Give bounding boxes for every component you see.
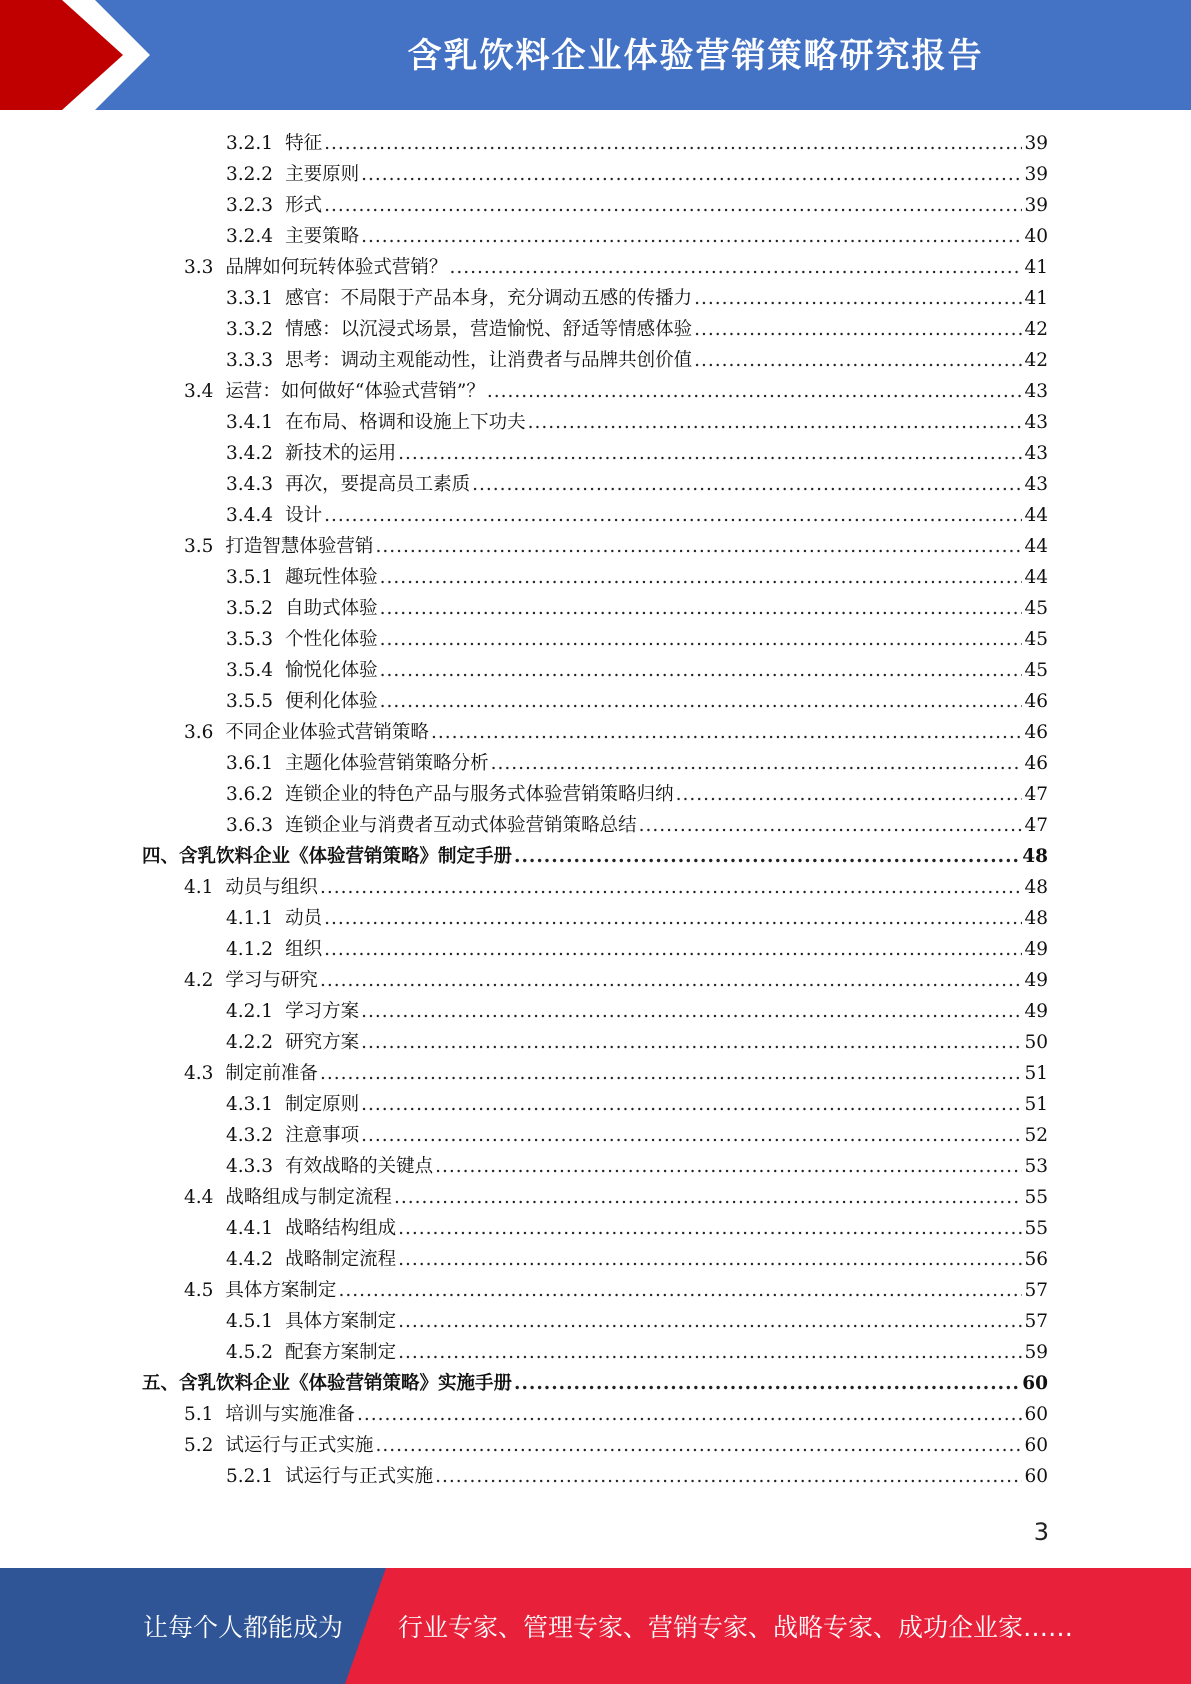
- toc-entry[interactable]: [226, 903, 1048, 934]
- toc-entry[interactable]: [226, 1244, 1048, 1275]
- toc-entry-number: 3.4.3: [226, 474, 274, 495]
- toc-leader-dots: [380, 593, 1023, 624]
- toc-entry-number: 3.2.1: [226, 133, 274, 154]
- toc-entry-title: 个性化体验: [285, 629, 378, 650]
- toc-leader-dots: [324, 934, 1022, 965]
- toc-leader-dots: [472, 469, 1022, 500]
- toc-entry-number: 3.5.3: [226, 629, 274, 650]
- toc-leader-dots: [338, 1275, 1022, 1306]
- toc-entry-title: 形式: [285, 195, 323, 216]
- toc-entry-number: 3.3: [184, 257, 214, 278]
- toc-entry-number: 4.2.2: [226, 1032, 274, 1053]
- toc-entry-page: 60: [1024, 1435, 1048, 1456]
- toc-entry-page: 43: [1024, 443, 1048, 464]
- toc-entry-gap: [213, 872, 225, 903]
- toc-entry-gap: [273, 903, 285, 934]
- toc-entry-number: 3.5.5: [226, 691, 274, 712]
- toc-entry-page: 43: [1024, 381, 1048, 402]
- toc-leader-dots: [487, 376, 1023, 407]
- toc-entry[interactable]: [226, 500, 1048, 531]
- toc-entry-gap: [273, 562, 285, 593]
- toc-entry-title: 不同企业体验式营销策略: [225, 722, 429, 743]
- toc-entry-gap: [273, 996, 285, 1027]
- toc-leader-dots: [361, 159, 1022, 190]
- toc-entry-title: 注意事项: [285, 1125, 360, 1146]
- toc-entry-title: 试运行与正式实施: [285, 1466, 434, 1487]
- toc-entry[interactable]: [226, 345, 1048, 376]
- footer-band: [0, 1568, 1191, 1684]
- toc-entry-gap: [273, 159, 285, 190]
- toc-entry-page: 49: [1024, 939, 1048, 960]
- toc-entry[interactable]: [226, 438, 1048, 469]
- toc-entry-page: 47: [1024, 784, 1048, 805]
- toc-entry-page: 59: [1024, 1342, 1048, 1363]
- toc-entry-title: 战略结构组成: [285, 1218, 397, 1239]
- toc-entry-gap: [213, 1399, 225, 1430]
- toc-entry[interactable]: [184, 376, 1048, 407]
- toc-entry-number: 4.3: [184, 1063, 214, 1084]
- toc-entry-number: 4.5.1: [226, 1311, 274, 1332]
- toc-entry-gap: [273, 779, 285, 810]
- toc-entry[interactable]: [226, 1027, 1048, 1058]
- toc-entry[interactable]: [226, 1337, 1048, 1368]
- toc-entry-title: 主要策略: [285, 226, 360, 247]
- toc-entry-title: 动员: [285, 908, 323, 929]
- footer-slogan-left: 让每个人都能成为: [143, 1613, 344, 1642]
- toc-entry-number: 3.5: [184, 536, 214, 557]
- toc-entry-page: 40: [1024, 226, 1048, 247]
- toc-entry-gap: [273, 1337, 285, 1368]
- toc-entry-number: 3.3.1: [226, 288, 274, 309]
- toc-entry-page: 56: [1024, 1249, 1048, 1270]
- toc-entry-title: 主要原则: [285, 164, 360, 185]
- toc-entry-number: 3.4.2: [226, 443, 274, 464]
- toc-entry-gap: [273, 1027, 285, 1058]
- toc-entry[interactable]: [226, 159, 1048, 190]
- toc-entry-page: 60: [1022, 1373, 1048, 1394]
- toc-leader-dots: [361, 996, 1022, 1027]
- toc-entry-page: 57: [1024, 1280, 1048, 1301]
- toc-entry-number: 5.1: [184, 1404, 214, 1425]
- toc-entry-page: 44: [1024, 505, 1048, 526]
- toc-entry-gap: [273, 314, 285, 345]
- toc-entry-title: 愉悦化体验: [285, 660, 378, 681]
- toc-entry-number: 3.4.1: [226, 412, 274, 433]
- toc-entry-gap: [273, 407, 285, 438]
- toc-leader-dots: [694, 345, 1022, 376]
- toc-entry-title: 思考：调动主观能动性，让消费者与品牌共创价值: [285, 350, 693, 371]
- toc-entry-gap: [213, 1058, 225, 1089]
- toc-leader-dots: [324, 500, 1022, 531]
- toc-entry-number: 4.4.1: [226, 1218, 274, 1239]
- page-number: 3: [1033, 1518, 1049, 1546]
- toc-entry-number: 3.5.2: [226, 598, 274, 619]
- toc-entry-gap: [273, 624, 285, 655]
- toc-entry-title: 具体方案制定: [225, 1280, 337, 1301]
- toc-entry[interactable]: [226, 407, 1048, 438]
- toc-leader-dots: [431, 717, 1023, 748]
- toc-leader-dots: [639, 810, 1023, 841]
- toc-entry-page: 44: [1024, 536, 1048, 557]
- toc-leader-dots: [380, 655, 1023, 686]
- toc-entry-title: 制定前准备: [225, 1063, 318, 1084]
- toc-entry-page: 55: [1024, 1218, 1048, 1239]
- toc-leader-dots: [398, 1244, 1022, 1275]
- toc-leader-dots: [361, 1027, 1022, 1058]
- toc-entry-number: 3.6.1: [226, 753, 274, 774]
- toc-entry-gap: [273, 810, 285, 841]
- toc-leader-dots: [514, 1368, 1020, 1399]
- toc-entry-number: 5.2: [184, 1435, 214, 1456]
- toc-entry-page: 46: [1024, 691, 1048, 712]
- toc-entry-number: 3.6.2: [226, 784, 274, 805]
- toc-entry[interactable]: [226, 562, 1048, 593]
- toc-entry[interactable]: [226, 655, 1048, 686]
- document-title: 含乳饮料企业体验营销策略研究报告: [407, 36, 984, 76]
- toc-entry-title: 有效战略的关键点: [285, 1156, 434, 1177]
- toc-leader-dots: [676, 779, 1023, 810]
- toc-entry-title: 研究方案: [285, 1032, 360, 1053]
- toc-entry-gap: [273, 1244, 285, 1275]
- toc-entry-gap: [273, 655, 285, 686]
- toc-entry-page: 39: [1024, 133, 1048, 154]
- toc-entry-title: 品牌如何玩转体验式营销？: [225, 257, 448, 278]
- toc-entry[interactable]: [226, 996, 1048, 1027]
- toc-entry[interactable]: [226, 190, 1048, 221]
- toc-leader-dots: [324, 190, 1022, 221]
- toc-leader-dots: [398, 438, 1022, 469]
- toc-entry-page: 44: [1024, 567, 1048, 588]
- toc-entry-title: 战略组成与制定流程: [225, 1187, 392, 1208]
- toc-entry-gap: [273, 469, 285, 500]
- toc-entry-gap: [213, 252, 225, 283]
- toc-entry-page: 43: [1024, 474, 1048, 495]
- toc-entry-title: 感官：不局限于产品本身，充分调动五感的传播力: [285, 288, 693, 309]
- toc-entry-title: 试运行与正式实施: [225, 1435, 374, 1456]
- toc-leader-dots: [435, 1151, 1022, 1182]
- toc-entry-gap: [213, 965, 225, 996]
- toc-entry-title: 动员与组织: [225, 877, 318, 898]
- footer-slogan-right: 行业专家、管理专家、营销专家、战略专家、成功企业家……: [398, 1613, 1074, 1642]
- toc-entry-title: 制定原则: [285, 1094, 360, 1115]
- toc-entry-title: 连锁企业与消费者互动式体验营销策略总结: [285, 815, 637, 836]
- toc-entry-number: 4.5.2: [226, 1342, 274, 1363]
- toc-entry-gap: [213, 1275, 225, 1306]
- toc-entry-title: 趣玩性体验: [285, 567, 378, 588]
- toc-entry-page: 47: [1024, 815, 1048, 836]
- toc-entry-title: 在布局、格调和设施上下功夫: [285, 412, 526, 433]
- toc-leader-dots: [324, 903, 1022, 934]
- toc-entry[interactable]: [226, 128, 1048, 159]
- header-band: [0, 0, 1191, 110]
- toc-leader-dots: [324, 128, 1022, 159]
- toc-entry[interactable]: [226, 1213, 1048, 1244]
- toc-entry-title: 配套方案制定: [285, 1342, 397, 1363]
- toc-entry-title: 四、含乳饮料企业《体验营销策略》制定手册: [142, 846, 513, 867]
- toc-entry-page: 45: [1024, 598, 1048, 619]
- toc-entry[interactable]: [184, 1430, 1048, 1461]
- toc-entry-number: 3.5.4: [226, 660, 274, 681]
- toc-entry-gap: [273, 283, 285, 314]
- toc-entry[interactable]: [184, 1182, 1048, 1213]
- toc-entry-gap: [273, 1089, 285, 1120]
- toc-entry-number: 4.3.3: [226, 1156, 274, 1177]
- toc-entry-page: 42: [1024, 350, 1048, 371]
- toc-entry-number: 3.2.2: [226, 164, 274, 185]
- toc-entry[interactable]: [226, 1151, 1048, 1182]
- toc-leader-dots: [491, 748, 1023, 779]
- toc-entry[interactable]: [226, 1089, 1048, 1120]
- toc-entry-title: 再次，要提高员工素质: [285, 474, 471, 495]
- toc-entry-page: 41: [1024, 288, 1048, 309]
- toc-leader-dots: [694, 314, 1022, 345]
- toc-entry-title: 运营：如何做好“体验式营销”？: [225, 381, 485, 402]
- toc-entry-title: 特征: [285, 133, 323, 154]
- toc-entry-number: 3.3.3: [226, 350, 274, 371]
- toc-entry-title: 连锁企业的特色产品与服务式体验营销策略归纳: [285, 784, 674, 805]
- toc-leader-dots: [380, 624, 1023, 655]
- toc-entry-title: 组织: [285, 939, 323, 960]
- toc-entry[interactable]: [226, 779, 1048, 810]
- toc-entry-gap: [273, 345, 285, 376]
- toc-entry-page: 42: [1024, 319, 1048, 340]
- toc-entry-title: 打造智慧体验营销: [225, 536, 374, 557]
- toc-entry-number: 4.1.2: [226, 939, 274, 960]
- toc-entry-gap: [273, 1306, 285, 1337]
- toc-entry[interactable]: [226, 934, 1048, 965]
- toc-entry-number: 3.4.4: [226, 505, 274, 526]
- toc-entry-page: 46: [1024, 753, 1048, 774]
- toc-entry-page: 52: [1024, 1125, 1048, 1146]
- toc-entry[interactable]: [226, 624, 1048, 655]
- toc-entry-page: 57: [1024, 1311, 1048, 1332]
- toc-entry[interactable]: [184, 872, 1048, 903]
- toc-entry[interactable]: [226, 1306, 1048, 1337]
- toc-entry-title: 战略制定流程: [285, 1249, 397, 1270]
- toc-entry[interactable]: [184, 1399, 1048, 1430]
- toc-entry-number: 4.2: [184, 970, 214, 991]
- toc-entry-number: 3.3.2: [226, 319, 274, 340]
- toc-entry-number: 4.4: [184, 1187, 214, 1208]
- toc-entry[interactable]: [142, 1368, 1048, 1399]
- toc-entry-number: 4.4.2: [226, 1249, 274, 1270]
- toc-entry-page: 60: [1024, 1404, 1048, 1425]
- toc-entry-title: 学习与研究: [225, 970, 318, 991]
- toc-entry-gap: [213, 531, 225, 562]
- toc-entry-title: 学习方案: [285, 1001, 360, 1022]
- toc-entry-number: 5.2.1: [226, 1466, 274, 1487]
- toc-leader-dots: [380, 562, 1023, 593]
- toc-leader-dots: [320, 872, 1023, 903]
- toc-entry[interactable]: [226, 469, 1048, 500]
- toc-entry-page: 51: [1024, 1063, 1048, 1084]
- toc-leader-dots: [361, 1120, 1022, 1151]
- toc-entry-page: 43: [1024, 412, 1048, 433]
- toc-entry-number: 3.6: [184, 722, 214, 743]
- toc-entry-number: 4.1: [184, 877, 214, 898]
- toc-entry-page: 53: [1024, 1156, 1048, 1177]
- toc-entry-page: 45: [1024, 660, 1048, 681]
- toc-leader-dots: [320, 965, 1023, 996]
- toc-entry-title: 设计: [285, 505, 323, 526]
- toc-entry-number: 4.1.1: [226, 908, 274, 929]
- toc-entry-gap: [273, 1120, 285, 1151]
- toc-entry-title: 具体方案制定: [285, 1311, 397, 1332]
- header-arrow-accent: [0, 0, 160, 110]
- toc-entry[interactable]: [226, 1120, 1048, 1151]
- toc-entry-gap: [273, 1213, 285, 1244]
- toc-entry-number: 3.2.3: [226, 195, 274, 216]
- toc-entry[interactable]: [184, 531, 1048, 562]
- toc-entry-title: 自助式体验: [285, 598, 378, 619]
- toc-entry-number: 4.3.2: [226, 1125, 274, 1146]
- toc-entry-number: 4.3.1: [226, 1094, 274, 1115]
- toc-entry-gap: [273, 221, 285, 252]
- toc-leader-dots: [398, 1337, 1022, 1368]
- toc-entry-title: 培训与实施准备: [225, 1404, 355, 1425]
- toc-leader-dots: [435, 1461, 1022, 1492]
- toc-entry-gap: [273, 128, 285, 159]
- toc-entry-page: 51: [1024, 1094, 1048, 1115]
- toc-entry[interactable]: [226, 748, 1048, 779]
- toc-entry-gap: [213, 717, 225, 748]
- toc-entry[interactable]: [226, 221, 1048, 252]
- toc-leader-dots: [380, 686, 1023, 717]
- toc-entry-page: 45: [1024, 629, 1048, 650]
- toc-leader-dots: [528, 407, 1023, 438]
- toc-entry-gap: [213, 1430, 225, 1461]
- toc-entry[interactable]: [184, 965, 1048, 996]
- toc-entry-page: 60: [1024, 1466, 1048, 1487]
- toc-entry-gap: [273, 1151, 285, 1182]
- toc-entry-gap: [273, 593, 285, 624]
- toc-leader-dots: [357, 1399, 1023, 1430]
- toc-leader-dots: [394, 1182, 1023, 1213]
- toc-entry[interactable]: [226, 593, 1048, 624]
- toc-entry[interactable]: [226, 314, 1048, 345]
- toc-leader-dots: [361, 221, 1022, 252]
- toc-entry-page: 49: [1024, 970, 1048, 991]
- toc-leader-dots: [514, 841, 1020, 872]
- toc-entry-title: 情感：以沉浸式场景，营造愉悦、舒适等情感体验: [285, 319, 693, 340]
- toc-entry-number: 4.5: [184, 1280, 214, 1301]
- toc-entry-gap: [273, 500, 285, 531]
- toc-entry[interactable]: [142, 841, 1048, 872]
- toc-leader-dots: [375, 1430, 1022, 1461]
- toc-entry-number: 3.5.1: [226, 567, 274, 588]
- toc-entry-gap: [273, 190, 285, 221]
- toc-entry-gap: [273, 1461, 285, 1492]
- toc-entry-page: 39: [1024, 164, 1048, 185]
- toc-leader-dots: [361, 1089, 1022, 1120]
- toc-entry-number: 3.4: [184, 381, 214, 402]
- toc-entry-page: 48: [1024, 908, 1048, 929]
- toc-entry-page: 39: [1024, 195, 1048, 216]
- toc-entry-number: 3.2.4: [226, 226, 274, 247]
- toc-entry[interactable]: [226, 1461, 1048, 1492]
- toc-leader-dots: [375, 531, 1022, 562]
- toc-leader-dots: [694, 283, 1022, 314]
- toc-entry-gap: [273, 748, 285, 779]
- toc-entry-page: 41: [1024, 257, 1048, 278]
- toc-entry-page: 48: [1024, 877, 1048, 898]
- toc-entry-page: 55: [1024, 1187, 1048, 1208]
- toc-entry-title: 主题化体验营销策略分析: [285, 753, 489, 774]
- toc-entry-gap: [273, 438, 285, 469]
- toc-entry-gap: [273, 934, 285, 965]
- toc-entry-number: 3.6.3: [226, 815, 274, 836]
- toc-entry[interactable]: [226, 686, 1048, 717]
- toc-leader-dots: [449, 252, 1022, 283]
- toc-entry[interactable]: [226, 810, 1048, 841]
- toc-entry-number: 4.2.1: [226, 1001, 274, 1022]
- toc-entry-title: 便利化体验: [285, 691, 378, 712]
- toc-leader-dots: [398, 1213, 1022, 1244]
- toc-leader-dots: [320, 1058, 1023, 1089]
- toc-entry[interactable]: [226, 283, 1048, 314]
- toc-entry-gap: [273, 686, 285, 717]
- toc-entry[interactable]: [184, 717, 1048, 748]
- toc-entry-page: 50: [1024, 1032, 1048, 1053]
- toc-entry-gap: [213, 1182, 225, 1213]
- toc-entry[interactable]: [184, 1058, 1048, 1089]
- toc-entry-gap: [213, 376, 225, 407]
- toc-entry-title: 新技术的运用: [285, 443, 397, 464]
- toc-leader-dots: [398, 1306, 1022, 1337]
- toc-entry[interactable]: [184, 1275, 1048, 1306]
- toc-entry[interactable]: [184, 252, 1048, 283]
- toc-entry-title: 五、含乳饮料企业《体验营销策略》实施手册: [142, 1373, 513, 1394]
- toc-entry-page: 46: [1024, 722, 1048, 743]
- toc-entry-page: 49: [1024, 1001, 1048, 1022]
- toc-entry-page: 48: [1022, 846, 1048, 867]
